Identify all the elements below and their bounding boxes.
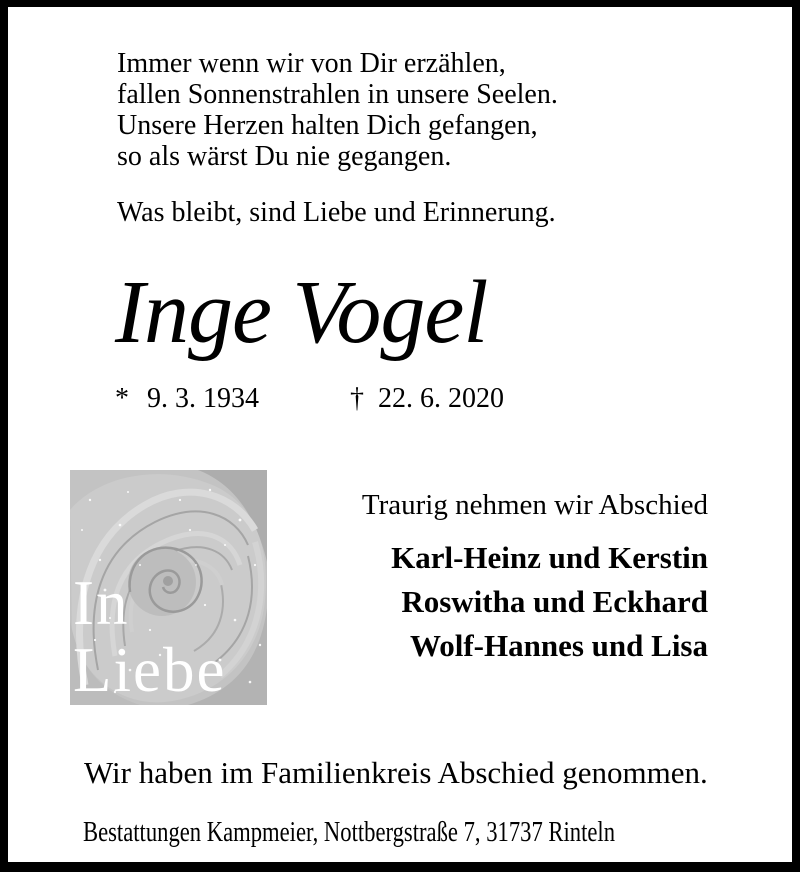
- death-date: [350, 382, 504, 416]
- farewell-block: [362, 489, 708, 668]
- farewell-intro: Traurig nehmen wir Abschied: [361, 489, 708, 521]
- death-cross-symbol: †: [350, 383, 364, 414]
- poem-line: so als wärst Du nie gegangen.: [117, 141, 452, 172]
- birth-date: [115, 382, 259, 416]
- birth-star-symbol: *: [115, 383, 129, 414]
- life-dates: [0, 382, 800, 422]
- poem-line: fallen Sonnenstrahlen in unsere Seelen.: [117, 79, 558, 110]
- overlay-line-in: In: [73, 568, 130, 638]
- closing-statement: Wir haben im Familienkreis Abschied genommen.: [84, 755, 708, 790]
- rose-photo: [70, 470, 267, 705]
- mourner-line: Roswitha und Eckhard: [401, 584, 708, 619]
- mourner-line: Wolf-Hannes und Lisa: [409, 628, 708, 663]
- poem-line: Immer wenn wir von Dir erzählen,: [117, 48, 506, 79]
- birth-date-value: 9. 3. 1934: [147, 383, 259, 414]
- mourner-line: Karl-Heinz und Kerstin: [391, 540, 708, 575]
- rose-overlay-text: [73, 570, 226, 704]
- poem-line: Unsere Herzen halten Dich gefangen,: [117, 110, 538, 141]
- funeral-home-line: Bestattungen Kampmeier, Nottbergstraße 7, 31737 Rinteln: [83, 816, 616, 848]
- death-date-value: 22. 6. 2020: [378, 383, 504, 414]
- mourners-list: [362, 536, 708, 668]
- poem-closing-line: Was bleibt, sind Liebe und Erinnerung.: [117, 197, 556, 228]
- memorial-poem: [117, 48, 558, 172]
- deceased-name: Inge Vogel: [115, 263, 488, 362]
- overlay-line-liebe: Liebe: [73, 635, 227, 705]
